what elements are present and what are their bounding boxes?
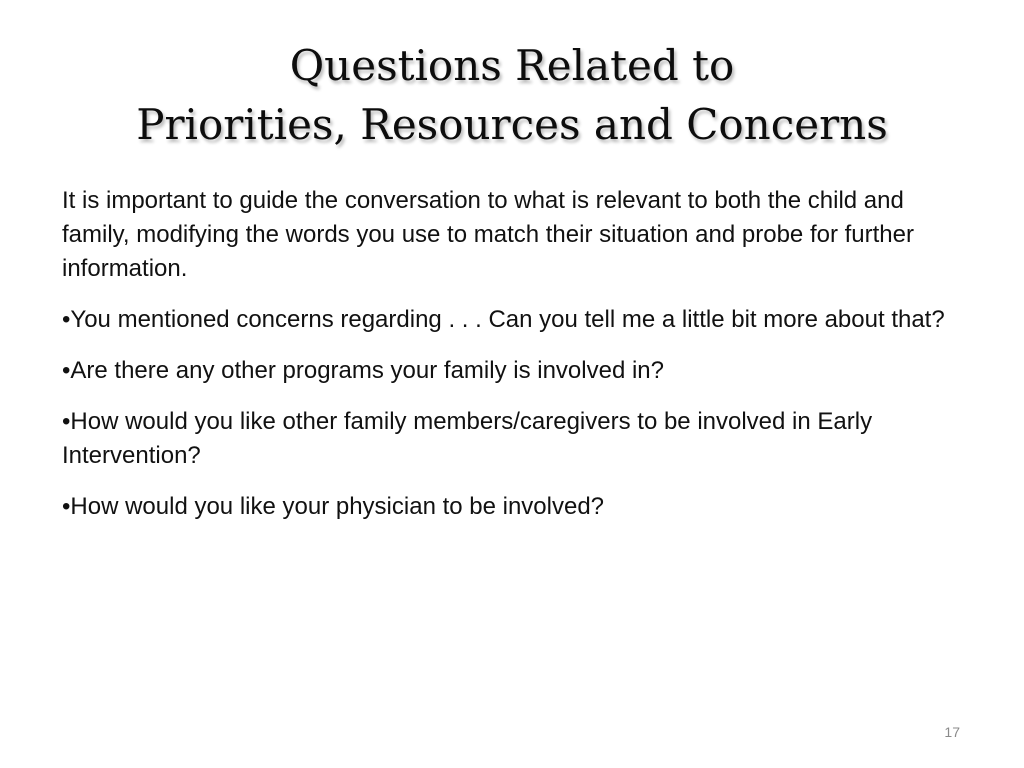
title-line-2: Priorities, Resources and Concerns — [136, 100, 888, 149]
page-number: 17 — [944, 724, 960, 740]
bullet-item: •How would you like your physician to be involved? — [62, 493, 605, 520]
bullet-item: •Are there any other programs your family is involved in? — [62, 357, 665, 384]
intro-paragraph: It is important to guide the conversation to what is relevant to both the child and family, modifying the words you use to match their situation and probe for further information. — [62, 187, 914, 282]
bullet-item: •How would you like other family members/caregivers to be involved in Early Intervention? — [62, 408, 873, 469]
title-line-1: Questions Related to — [289, 41, 735, 90]
bullet-item: •You mentioned concerns regarding . . . Can you tell me a little bit more about that? — [62, 306, 945, 333]
slide-body — [62, 184, 962, 541]
slide-title — [40, 36, 984, 154]
